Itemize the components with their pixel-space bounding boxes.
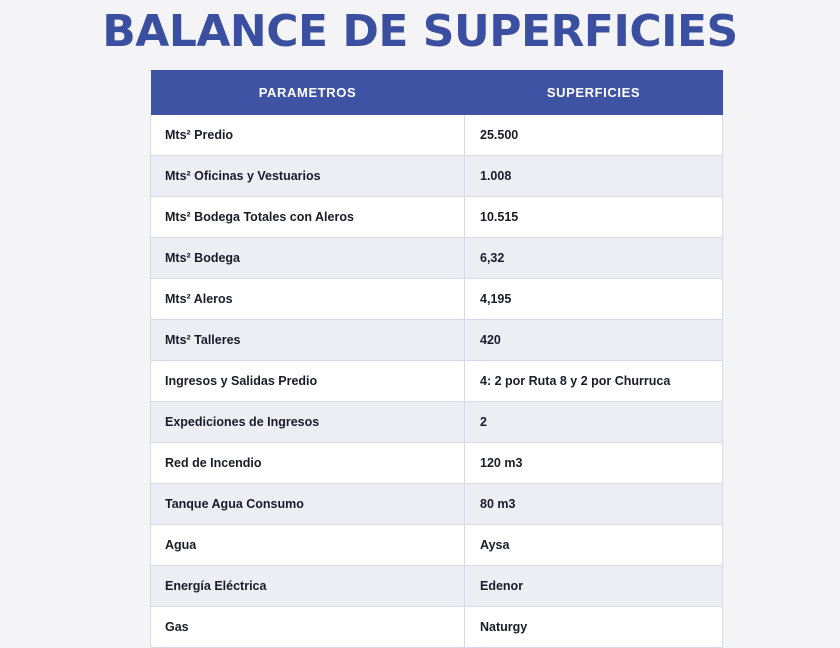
table-row xyxy=(151,525,723,566)
table-row xyxy=(151,361,723,402)
row-value: Edenor xyxy=(465,566,723,607)
row-label: Mts² Aleros xyxy=(151,279,465,320)
table-row xyxy=(151,197,723,238)
row-label: Expediciones de Ingresos xyxy=(151,402,465,443)
row-value: 10.515 xyxy=(465,197,723,238)
row-value: Naturgy xyxy=(465,607,723,648)
table-row xyxy=(151,156,723,197)
row-label: Mts² Bodega xyxy=(151,238,465,279)
table-row xyxy=(151,320,723,361)
table-row xyxy=(151,279,723,320)
row-label: Tanque Agua Consumo xyxy=(151,484,465,525)
table-row xyxy=(151,238,723,279)
row-value: 4,195 xyxy=(465,279,723,320)
table-row xyxy=(151,402,723,443)
column-header-parametros: PARAMETROS xyxy=(151,70,465,115)
row-label: Ingresos y Salidas Predio xyxy=(151,361,465,402)
row-value: 6,32 xyxy=(465,238,723,279)
balance-table-container xyxy=(150,70,690,648)
table-header-row xyxy=(151,70,723,115)
row-label: Red de Incendio xyxy=(151,443,465,484)
row-value: 25.500 xyxy=(465,115,723,156)
row-value: 80 m3 xyxy=(465,484,723,525)
row-label: Mts² Talleres xyxy=(151,320,465,361)
row-label: Agua xyxy=(151,525,465,566)
row-label: Energía Eléctrica xyxy=(151,566,465,607)
row-value: 120 m3 xyxy=(465,443,723,484)
table-header xyxy=(151,70,723,115)
row-label: Mts² Oficinas y Vestuarios xyxy=(151,156,465,197)
row-value: 4: 2 por Ruta 8 y 2 por Churruca xyxy=(465,361,723,402)
row-value: 420 xyxy=(465,320,723,361)
page-title: BALANCE DE SUPERFICIES xyxy=(102,6,738,57)
row-value: 1.008 xyxy=(465,156,723,197)
table-row xyxy=(151,443,723,484)
row-label: Mts² Predio xyxy=(151,115,465,156)
column-header-superficies: SUPERFICIES xyxy=(465,70,723,115)
table-row xyxy=(151,566,723,607)
table-body xyxy=(151,115,723,648)
row-label: Gas xyxy=(151,607,465,648)
row-value: 2 xyxy=(465,402,723,443)
balance-table xyxy=(150,70,723,648)
table-row xyxy=(151,607,723,648)
table-row xyxy=(151,484,723,525)
row-label: Mts² Bodega Totales con Aleros xyxy=(151,197,465,238)
row-value: Aysa xyxy=(465,525,723,566)
table-row xyxy=(151,115,723,156)
